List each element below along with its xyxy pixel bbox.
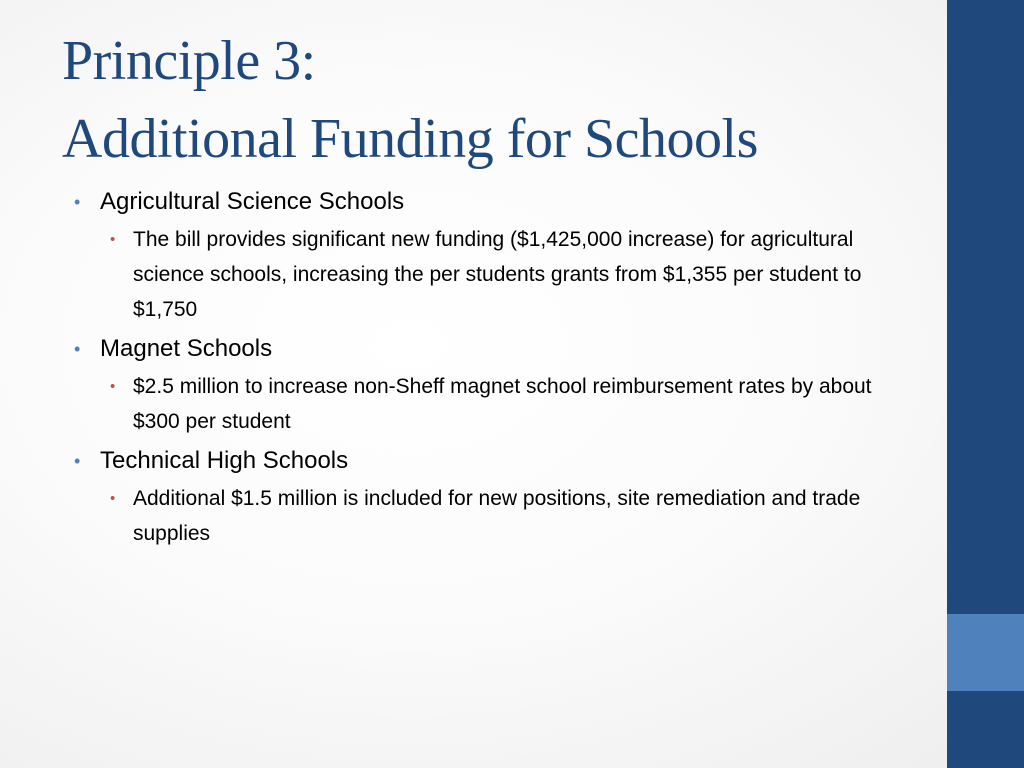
bullet-icon: •	[74, 192, 81, 212]
bullet-agricultural-science-schools	[72, 184, 932, 327]
bullet-label: Magnet Schools	[100, 335, 273, 362]
slide-title	[62, 22, 932, 178]
slide-title-line-2: Additional Funding for Schools	[62, 108, 758, 170]
bullet-icon: •	[74, 451, 81, 471]
bullet-technical-high-schools	[72, 443, 932, 551]
sub-bullet-list	[100, 369, 932, 439]
sub-bullet-list	[100, 222, 932, 327]
sub-bullet-icon: •	[110, 231, 116, 248]
sub-bullet-list	[100, 481, 932, 551]
sub-bullet-icon: •	[110, 378, 116, 395]
bullet-icon: •	[74, 339, 81, 359]
sub-bullet-text: The bill provides significant new funding ($1,425,000 increase) for agricultural science schools, increasing the per students grants from $1,355 per student to $1,750	[133, 228, 862, 321]
slide-title-line-1: Principle 3:	[62, 30, 316, 92]
bullet-list	[72, 184, 932, 555]
bullet-label: Technical High Schools	[100, 447, 349, 474]
bullet-label: Agricultural Science Schools	[100, 188, 405, 215]
sub-bullet-agricultural-funding	[100, 222, 923, 327]
sub-bullet-text: $2.5 million to increase non-Sheff magnet school reimbursement rates by about $300 per student	[133, 375, 872, 433]
sub-bullet-magnet-funding	[100, 369, 923, 439]
bullet-magnet-schools	[72, 331, 932, 439]
sub-bullet-text: Additional $1.5 million is included for new positions, site remediation and trade supplies	[133, 487, 861, 545]
sidebar-accent-block	[947, 614, 1024, 691]
sub-bullet-icon: •	[110, 490, 116, 507]
sub-bullet-technical-funding	[100, 481, 923, 551]
